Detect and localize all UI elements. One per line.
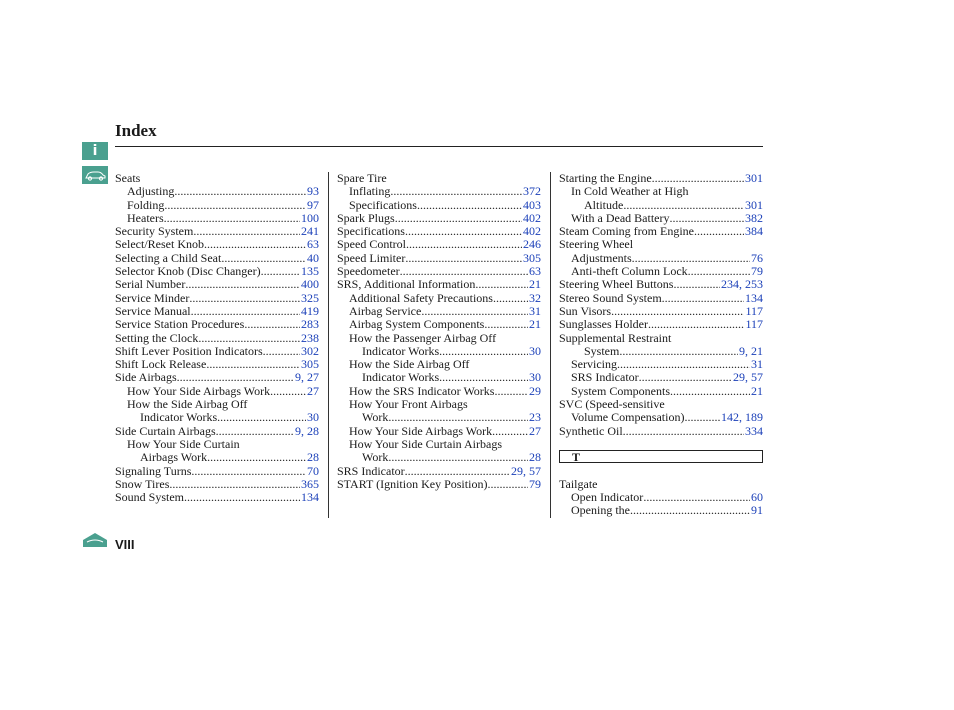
index-entry-label: Selecting a Child Seat — [115, 250, 222, 265]
dot-leader — [670, 385, 750, 398]
index-entry — [337, 358, 541, 371]
index-entry-label: Anti-theft Column Lock — [571, 264, 688, 279]
page-link[interactable]: 402 — [523, 210, 541, 225]
dot-leader — [492, 425, 528, 438]
dot-leader — [191, 465, 306, 478]
index-entry[interactable] — [337, 265, 541, 278]
dot-leader — [619, 345, 738, 358]
index-entry[interactable] — [337, 185, 541, 198]
dot-leader — [673, 278, 720, 291]
dot-leader — [684, 411, 720, 424]
dot-leader — [164, 199, 306, 212]
index-entry[interactable] — [115, 225, 319, 238]
header-divider — [115, 146, 763, 147]
index-entry[interactable] — [559, 358, 763, 371]
index-entry — [115, 438, 319, 451]
page-link[interactable]: 29, 57 — [511, 463, 541, 478]
page-link[interactable]: 76 — [751, 250, 763, 265]
page-link[interactable]: 283 — [301, 317, 319, 332]
page-link[interactable]: 30 — [307, 410, 319, 425]
index-entry[interactable] — [115, 465, 319, 478]
dot-leader — [652, 172, 744, 185]
index-entry-label: How Your Side Airbags Work — [127, 383, 271, 398]
index-column-3 — [559, 172, 763, 517]
dot-leader — [669, 212, 744, 225]
page-link[interactable]: 30 — [529, 370, 541, 385]
page-link[interactable]: 334 — [745, 423, 763, 438]
index-entry[interactable] — [115, 185, 319, 198]
page-link[interactable]: 135 — [301, 264, 319, 279]
index-entry-label: Speed Limiter — [337, 250, 406, 265]
index-entry-label: With a Dead Battery — [571, 210, 670, 225]
column-divider — [550, 172, 551, 518]
page-link[interactable]: 32 — [529, 290, 541, 305]
dot-leader — [475, 278, 528, 291]
index-entry — [115, 398, 319, 411]
index-entry-label: Airbag Service — [349, 303, 422, 318]
index-entry-label: Sound System — [115, 490, 185, 505]
index-entry[interactable] — [559, 318, 763, 331]
index-entry-label: Adjusting — [127, 184, 175, 199]
index-entry-label: Service Station Procedures — [115, 317, 245, 332]
index-entry[interactable] — [115, 265, 319, 278]
page-link[interactable]: 400 — [301, 277, 319, 292]
index-entry[interactable] — [337, 199, 541, 212]
index-entry-label: Stereo Sound System — [559, 290, 662, 305]
index-entry-label: Steering Wheel — [559, 237, 634, 252]
dot-leader — [207, 451, 306, 464]
page-link[interactable]: 60 — [751, 489, 763, 504]
index-entry[interactable] — [337, 252, 541, 265]
index-entry[interactable] — [337, 238, 541, 251]
index-entry[interactable] — [337, 371, 541, 384]
info-icon-glyph: i — [92, 143, 98, 159]
dot-leader — [217, 411, 306, 424]
index-entry-label: Volume Compensation) — [571, 410, 685, 425]
dot-leader — [216, 425, 294, 438]
index-entry-label: Indicator Works — [362, 343, 440, 358]
dot-leader — [177, 371, 294, 384]
index-entry-label: Specifications — [337, 224, 405, 239]
index-entry-label: Setting the Clock — [115, 330, 199, 345]
index-entry[interactable] — [337, 425, 541, 438]
index-entry[interactable] — [115, 292, 319, 305]
page-link[interactable]: 142, 189 — [721, 410, 763, 425]
index-entry[interactable] — [559, 305, 763, 318]
index-entry[interactable] — [115, 318, 319, 331]
dot-leader — [688, 265, 750, 278]
index-entry-label: Snow Tires — [115, 476, 170, 491]
index-entry[interactable] — [337, 212, 541, 225]
home-icon-graphic — [82, 532, 108, 548]
dot-leader — [400, 265, 528, 278]
index-entry-label: Airbag System Components — [349, 317, 485, 332]
index-entry-label: Tailgate — [559, 476, 598, 491]
dot-leader — [417, 199, 522, 212]
index-entry — [559, 238, 763, 251]
index-entry-label: Speed Control — [337, 237, 406, 252]
page-link[interactable]: 302 — [301, 343, 319, 358]
page-link[interactable]: 9, 27 — [295, 370, 319, 385]
page-link[interactable]: 27 — [529, 423, 541, 438]
dot-leader — [421, 305, 528, 318]
dot-leader — [395, 212, 522, 225]
dot-leader — [484, 318, 528, 331]
index-entry[interactable] — [115, 451, 319, 464]
index-entry-label: Security System — [115, 224, 194, 239]
dot-leader — [221, 252, 306, 265]
index-entry-label: Side Airbags — [115, 370, 177, 385]
index-entry-label: Adjustments — [571, 250, 632, 265]
dot-leader — [261, 265, 300, 278]
index-entry[interactable] — [559, 425, 763, 438]
index-entry-label: How Your Side Curtain — [127, 436, 240, 451]
index-entry[interactable] — [115, 411, 319, 424]
index-entry[interactable] — [115, 358, 319, 371]
page-link[interactable]: 402 — [523, 224, 541, 239]
index-entry-label: Speedometer — [337, 264, 400, 279]
index-entry — [559, 332, 763, 345]
page-link[interactable]: 9, 21 — [739, 343, 763, 358]
page-link[interactable]: 9, 28 — [295, 423, 319, 438]
index-entry[interactable] — [115, 278, 319, 291]
dot-leader — [270, 385, 306, 398]
page-link[interactable]: 117 — [745, 303, 763, 318]
index-entry[interactable] — [337, 305, 541, 318]
page-link[interactable]: 29, 57 — [733, 370, 763, 385]
page-link[interactable]: 79 — [529, 476, 541, 491]
index-entry[interactable] — [559, 225, 763, 238]
index-entry-label: Steam Coming from Engine — [559, 224, 694, 239]
index-entry-label: SRS, Additional Information — [337, 277, 476, 292]
page-link[interactable]: 97 — [307, 197, 319, 212]
index-entry-label: START (Ignition Key Position) — [337, 476, 488, 491]
dot-leader — [662, 292, 744, 305]
dot-leader — [493, 292, 528, 305]
index-entry-label: Inflating — [349, 184, 391, 199]
index-entry[interactable] — [115, 371, 319, 384]
index-entry[interactable] — [115, 345, 319, 358]
index-entry[interactable] — [559, 504, 763, 517]
page-link[interactable]: 117 — [745, 317, 763, 332]
dot-leader — [263, 345, 300, 358]
index-entry-label: Spare Tire — [337, 171, 387, 185]
index-entry-label: Altitude — [584, 197, 624, 212]
index-column-1 — [115, 172, 319, 504]
index-entry[interactable] — [337, 345, 541, 358]
dot-leader — [617, 358, 750, 371]
index-entry[interactable] — [337, 278, 541, 291]
dot-leader — [439, 371, 528, 384]
index-entry[interactable] — [559, 491, 763, 504]
index-entry-label: Steering Wheel Buttons — [559, 277, 674, 292]
index-entry — [559, 398, 763, 411]
column-divider — [328, 172, 329, 518]
page-link[interactable]: 28 — [529, 450, 541, 465]
index-entry-label: Servicing — [571, 357, 617, 372]
dot-leader — [643, 491, 750, 504]
page-link[interactable]: 305 — [301, 357, 319, 372]
index-entry-label: How the Side Airbag Off — [349, 357, 470, 372]
index-entry[interactable] — [337, 292, 541, 305]
dot-leader — [623, 425, 744, 438]
index-entry-label: Sunglasses Holder — [559, 317, 648, 332]
dot-leader — [405, 465, 510, 478]
index-entry-label: How Your Front Airbags — [349, 397, 468, 412]
dot-leader — [390, 185, 522, 198]
index-entry-label: Airbags Work — [140, 450, 208, 465]
index-entry[interactable] — [115, 305, 319, 318]
index-entry-label: How the Passenger Airbag Off — [349, 330, 497, 345]
page-link[interactable]: 91 — [751, 503, 763, 518]
index-entry-label: Folding — [127, 197, 165, 212]
dot-leader — [630, 504, 750, 517]
page-link[interactable]: 30 — [529, 343, 541, 358]
dot-leader — [164, 212, 300, 225]
index-entry[interactable] — [115, 238, 319, 251]
page-link[interactable]: 27 — [307, 383, 319, 398]
index-entry — [559, 478, 763, 491]
index-entry-label: Spark Plugs — [337, 210, 395, 225]
index-entry[interactable] — [337, 411, 541, 424]
index-entry-label: SVC (Speed-sensitive — [559, 397, 665, 412]
page-link[interactable]: 301 — [745, 171, 763, 185]
index-entry-label: Open Indicator — [571, 489, 644, 504]
index-entry[interactable] — [337, 385, 541, 398]
page-link[interactable]: 21 — [529, 277, 541, 292]
index-entry[interactable] — [337, 478, 541, 491]
page-link[interactable]: 134 — [745, 290, 763, 305]
index-entry-label: Signaling Turns — [115, 463, 192, 478]
index-entry[interactable] — [559, 199, 763, 212]
index-entry-label: Sun Visors — [559, 303, 612, 318]
index-entry-label: How Your Side Airbags Work — [349, 423, 493, 438]
index-entry-label: Shift Lever Position Indicators — [115, 343, 263, 358]
index-entry-label: Opening the — [571, 503, 630, 518]
index-entry-label: Indicator Works — [362, 370, 440, 385]
dot-leader — [189, 292, 300, 305]
index-entry[interactable] — [337, 465, 541, 478]
dot-leader — [487, 478, 528, 491]
index-entry-label: Selector Knob (Disc Changer) — [115, 264, 261, 279]
index-entry[interactable] — [559, 385, 763, 398]
dot-leader — [204, 238, 306, 251]
index-entry-label: Starting the Engine — [559, 171, 652, 185]
dot-leader — [494, 385, 528, 398]
index-entry[interactable] — [559, 212, 763, 225]
index-entry-label: Additional Safety Precautions — [349, 290, 493, 305]
page-link[interactable]: 70 — [307, 463, 319, 478]
dot-leader — [169, 478, 300, 491]
dot-leader — [193, 225, 300, 238]
dot-leader — [244, 318, 300, 331]
spacer — [559, 438, 763, 451]
index-entry[interactable] — [559, 345, 763, 358]
index-entry — [337, 332, 541, 345]
dot-leader — [184, 491, 300, 504]
index-entry[interactable] — [115, 332, 319, 345]
home-icon[interactable] — [82, 532, 108, 548]
index-entry-label: Work — [362, 410, 389, 425]
dot-leader — [388, 411, 528, 424]
index-entry — [115, 172, 319, 185]
index-entry[interactable] — [115, 212, 319, 225]
dot-leader — [191, 305, 300, 318]
dot-leader — [611, 305, 744, 318]
index-entry[interactable] — [115, 385, 319, 398]
index-entry-label: Service Minder — [115, 290, 190, 305]
page-link[interactable]: 31 — [751, 357, 763, 372]
car-icon[interactable] — [82, 166, 108, 184]
page-link[interactable]: 382 — [745, 210, 763, 225]
page-link[interactable]: 241 — [301, 224, 319, 239]
index-entry-label: System — [584, 343, 620, 358]
dot-leader — [405, 252, 522, 265]
index-entry — [337, 398, 541, 411]
index-entry-label: Shift Lock Release — [115, 357, 207, 372]
index-entry — [559, 185, 763, 198]
page-link[interactable]: 29 — [529, 383, 541, 398]
index-entry[interactable] — [559, 278, 763, 291]
dot-leader — [694, 225, 744, 238]
index-entry[interactable] — [115, 425, 319, 438]
page-link[interactable]: 79 — [751, 264, 763, 279]
index-entry-label: Seats — [115, 171, 141, 185]
page-link[interactable]: 93 — [307, 184, 319, 199]
index-entry-label: Select/Reset Knob — [115, 237, 204, 252]
index-entry[interactable] — [115, 491, 319, 504]
spacer — [559, 464, 763, 477]
index-entry-label: Service Manual — [115, 303, 191, 318]
index-entry — [337, 438, 541, 451]
index-entry-label: Work — [362, 450, 389, 465]
dot-leader — [198, 332, 300, 345]
index-entry[interactable] — [337, 318, 541, 331]
index-entry — [337, 172, 541, 185]
index-entry[interactable] — [559, 172, 763, 185]
index-entry-label: Indicator Works — [140, 410, 218, 425]
index-entry-label: Supplemental Restraint — [559, 330, 672, 345]
page-link[interactable]: 40 — [307, 250, 319, 265]
page-link[interactable]: 63 — [529, 264, 541, 279]
index-column-2 — [337, 172, 541, 491]
section-header: T — [559, 450, 763, 463]
dot-leader — [648, 318, 744, 331]
index-entry-label: Serial Number — [115, 277, 186, 292]
index-entry[interactable] — [559, 292, 763, 305]
page-title: Index — [115, 121, 157, 140]
index-entry-label: Synthetic Oil — [559, 423, 623, 438]
index-entry-label: Side Curtain Airbags — [115, 423, 216, 438]
index-entry[interactable] — [559, 252, 763, 265]
page-link[interactable]: 384 — [745, 224, 763, 239]
index-entry-label: Heaters — [127, 210, 164, 225]
index-entry-label: In Cold Weather at High — [571, 184, 689, 199]
page-link[interactable]: 246 — [523, 237, 541, 252]
index-entry-label: SRS Indicator — [571, 370, 639, 385]
index-entry[interactable] — [115, 478, 319, 491]
dot-leader — [405, 225, 522, 238]
index-entry[interactable] — [337, 225, 541, 238]
dot-leader — [406, 238, 522, 251]
index-entry-label: Specifications — [349, 197, 417, 212]
dot-leader — [623, 199, 744, 212]
index-entry[interactable] — [559, 265, 763, 278]
dot-leader — [174, 185, 306, 198]
page-link[interactable]: 372 — [523, 184, 541, 199]
dot-leader — [388, 451, 528, 464]
page-link[interactable]: 365 — [301, 476, 319, 491]
index-entry[interactable] — [337, 451, 541, 464]
dot-leader — [632, 252, 750, 265]
index-entry-label: System Components — [571, 383, 671, 398]
page-link[interactable]: 238 — [301, 330, 319, 345]
dot-leader — [206, 358, 300, 371]
page-link[interactable]: 100 — [301, 210, 319, 225]
index-entry[interactable] — [559, 371, 763, 384]
page-link[interactable]: 325 — [301, 290, 319, 305]
dot-leader — [439, 345, 528, 358]
page-link[interactable]: 305 — [523, 250, 541, 265]
dot-leader — [185, 278, 300, 291]
index-entry[interactable] — [115, 199, 319, 212]
page-link[interactable]: 419 — [301, 303, 319, 318]
index-entry-label: How Your Side Curtain Airbags — [349, 436, 503, 451]
page-link[interactable]: 63 — [307, 237, 319, 252]
page-number: VIII — [115, 537, 135, 552]
page-link[interactable]: 23 — [529, 410, 541, 425]
index-entry[interactable] — [115, 252, 319, 265]
page-link[interactable]: 403 — [523, 197, 541, 212]
page-link[interactable]: 234, 253 — [721, 277, 763, 292]
index-entry[interactable] — [559, 411, 763, 424]
car-icon-graphic — [82, 166, 108, 184]
index-entry-label: How the SRS Indicator Works — [349, 383, 495, 398]
page-link[interactable]: 28 — [307, 450, 319, 465]
page-link[interactable]: 31 — [529, 303, 541, 318]
page-link[interactable]: 21 — [529, 317, 541, 332]
page-link[interactable]: 301 — [745, 197, 763, 212]
page-link[interactable]: 21 — [751, 383, 763, 398]
info-icon[interactable] — [82, 142, 108, 160]
index-entry-label: SRS Indicator — [337, 463, 405, 478]
page-link[interactable]: 134 — [301, 490, 319, 505]
index-entry-label: How the Side Airbag Off — [127, 397, 248, 412]
dot-leader — [639, 371, 732, 384]
